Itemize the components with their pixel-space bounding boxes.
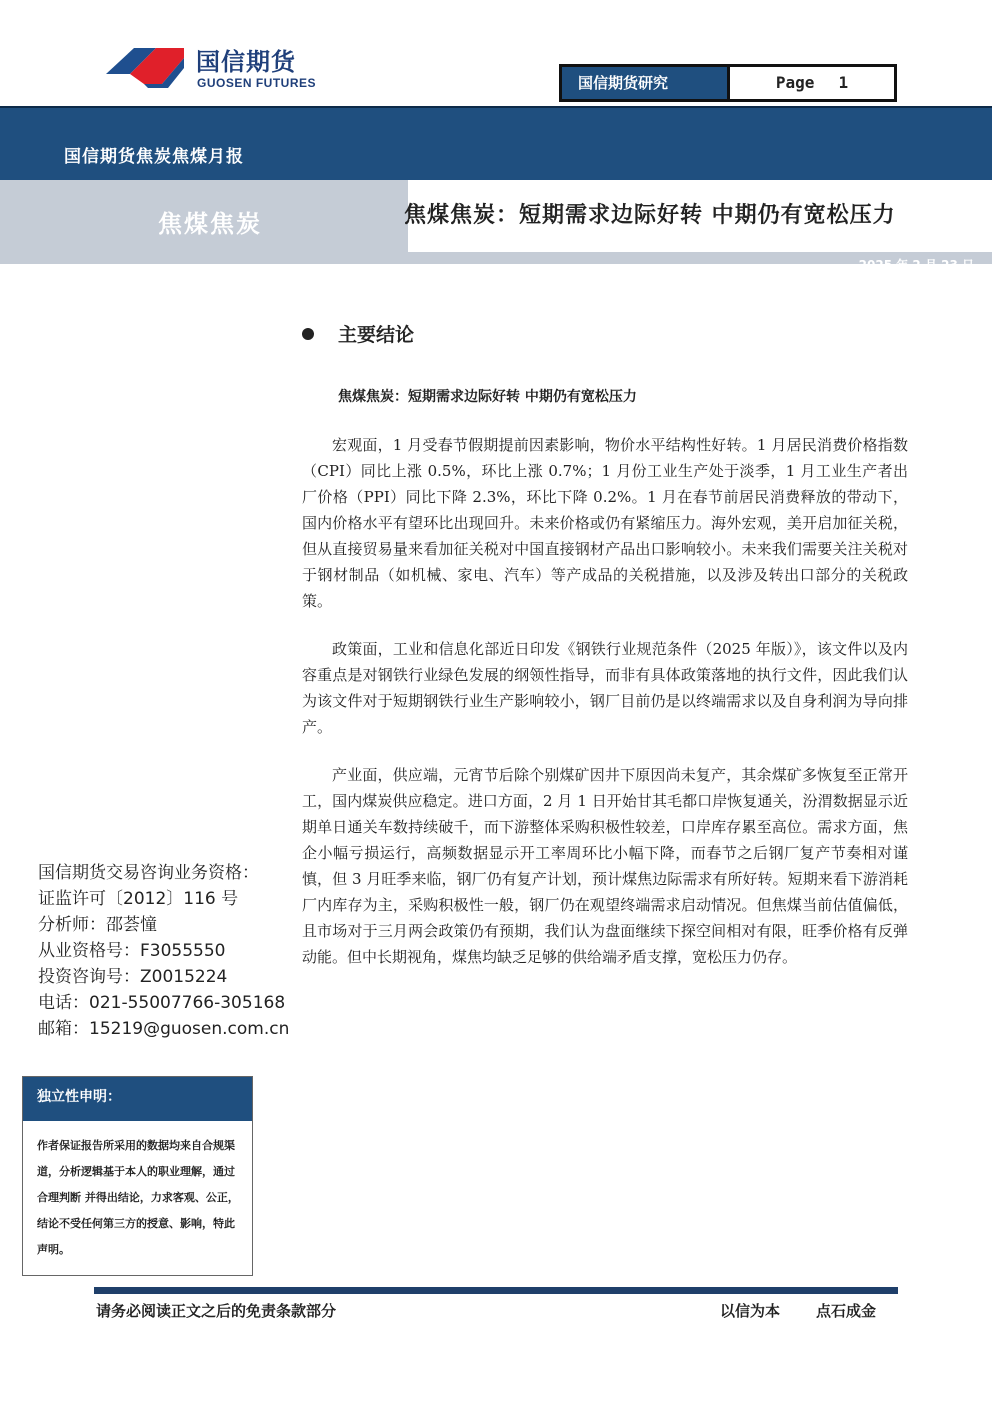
footer-slogan xyxy=(720,1300,876,1321)
page-label: Page xyxy=(775,73,815,92)
slogan-1: 以信为本 xyxy=(720,1302,781,1320)
paragraph-industry: 产业面，供应端，元宵节后除个别煤矿因井下原因尚未复产，其余煤矿多恢复至正常开工，国内煤炭供应稳定。进口方面，2 月 1 日开始甘其毛都口岸恢复通关，汾渭数据显示近期单日通关车数持续破千，而下游整体采购积极性较差，口岸库存累至高位。需求方面，焦企小幅亏损运行，高频数据显示开工率周环比小幅下降，而春节之后钢厂复产节奏相对谨慎，但 3 月旺季来临，钢厂仍有复产计划，预计煤焦边际需求有所好转。短期来看下游消耗厂内库存为主，采购积极性一般，钢厂仍在观望终端需求启动情况。但焦煤当前估值偏低，且市场对于三月两会政策仍有预期，我们认为盘面继续下探空间相对有限，旺季价格有反弹动能。但中长期视角，煤焦均缺乏足够的供给端矛盾支撑，宽松压力仍存。 xyxy=(302,766,908,966)
footer-notice: 请务必阅读正文之后的免责条款部分 xyxy=(96,1302,337,1320)
license-line: 证监许可〔2012〕116 号 xyxy=(38,889,239,909)
consult-number: 投资咨询号：Z0015224 xyxy=(38,967,228,987)
paragraph-policy: 政策面，工业和信息化部近日印发《钢铁行业规范条件（2025 年版）》，该文件以及内容重点是对钢铁行业绿色发展的纲领性指导，而非有具体政策落地的执行文件，因此我们认为该文件对于短期钢铁行业生产影响较小，钢厂目前仍是以终端需求以及自身利润为导向排产。 xyxy=(302,640,908,736)
footer-divider xyxy=(94,1287,898,1294)
page-indicator-box xyxy=(559,64,897,102)
analyst-name: 分析师：邵荟憧 xyxy=(38,915,157,935)
report-series-title: 国信期货焦炭焦煤月报 xyxy=(64,147,244,167)
page-number: 1 xyxy=(838,73,849,92)
section-title: 主要结论 xyxy=(338,324,415,346)
report-banner xyxy=(0,106,992,180)
slogan-2: 点石成金 xyxy=(816,1302,877,1320)
brand-name-cn: 国信期货 xyxy=(196,48,296,76)
page-indicator xyxy=(730,67,894,99)
headline-band xyxy=(0,180,992,272)
email-line: 邮箱：15219@guosen.com.cn xyxy=(38,1019,290,1039)
qualification-line: 国信期货交易咨询业务资格： xyxy=(38,863,259,883)
guosen-logo-icon xyxy=(104,44,188,92)
statement-text: 作者保证报告所采用的数据均来自合规渠道，分析逻辑基于本人的职业理解，通过合理判断 并得出结论，力求客观、公正，结论不受任何第三方的授意、影响，特此声明。 xyxy=(37,1139,239,1256)
report-category: 焦煤焦炭 xyxy=(158,209,262,238)
research-label: 国信期货研究 xyxy=(562,67,730,99)
phone-line: 电话：021-55007766-305168 xyxy=(38,993,286,1013)
brand-name-en: GUOSEN FUTURES xyxy=(197,76,317,90)
independence-statement xyxy=(22,1076,253,1276)
paragraph-macro: 宏观面，1 月受春节假期提前因素影响，物价水平结构性好转。1 月居民消费价格指数（CPI）同比上涨 0.5%，环比上涨 0.7%；1 月份工业生产处于淡季，1 月工业生产者出厂价格（PPI）同比下降 2.3%，环比下降 0.2%。1 月在春节前居民消费释放的带动下，国内价格水平有望环比出现回升。未来价格或仍有紧缩压力。海外宏观，美开启加征关税，但从直接贸易量来看加征关税对中国直接钢材产品出口影响较小。未来我们需要关注关税对于钢材制品（如机械、家电、汽车）等产成品的关税措施，以及涉及转出口部分的关税政策。 xyxy=(302,436,908,610)
report-headline: 焦煤焦炭：短期需求边际好转 中期仍有宽松压力 xyxy=(404,202,896,228)
report-date: 2025 年 2 月 23 日 xyxy=(858,258,974,272)
conclusion-subheading: 焦煤焦炭：短期需求边际好转 中期仍有宽松压力 xyxy=(338,389,637,405)
statement-title: 独立性申明： xyxy=(23,1077,252,1121)
bullet-icon xyxy=(302,328,314,340)
analyst-info xyxy=(38,860,300,1042)
company-logo xyxy=(104,40,324,96)
report-body xyxy=(302,432,908,992)
practice-number: 从业资格号：F3055550 xyxy=(38,941,226,961)
section-heading xyxy=(302,320,414,347)
